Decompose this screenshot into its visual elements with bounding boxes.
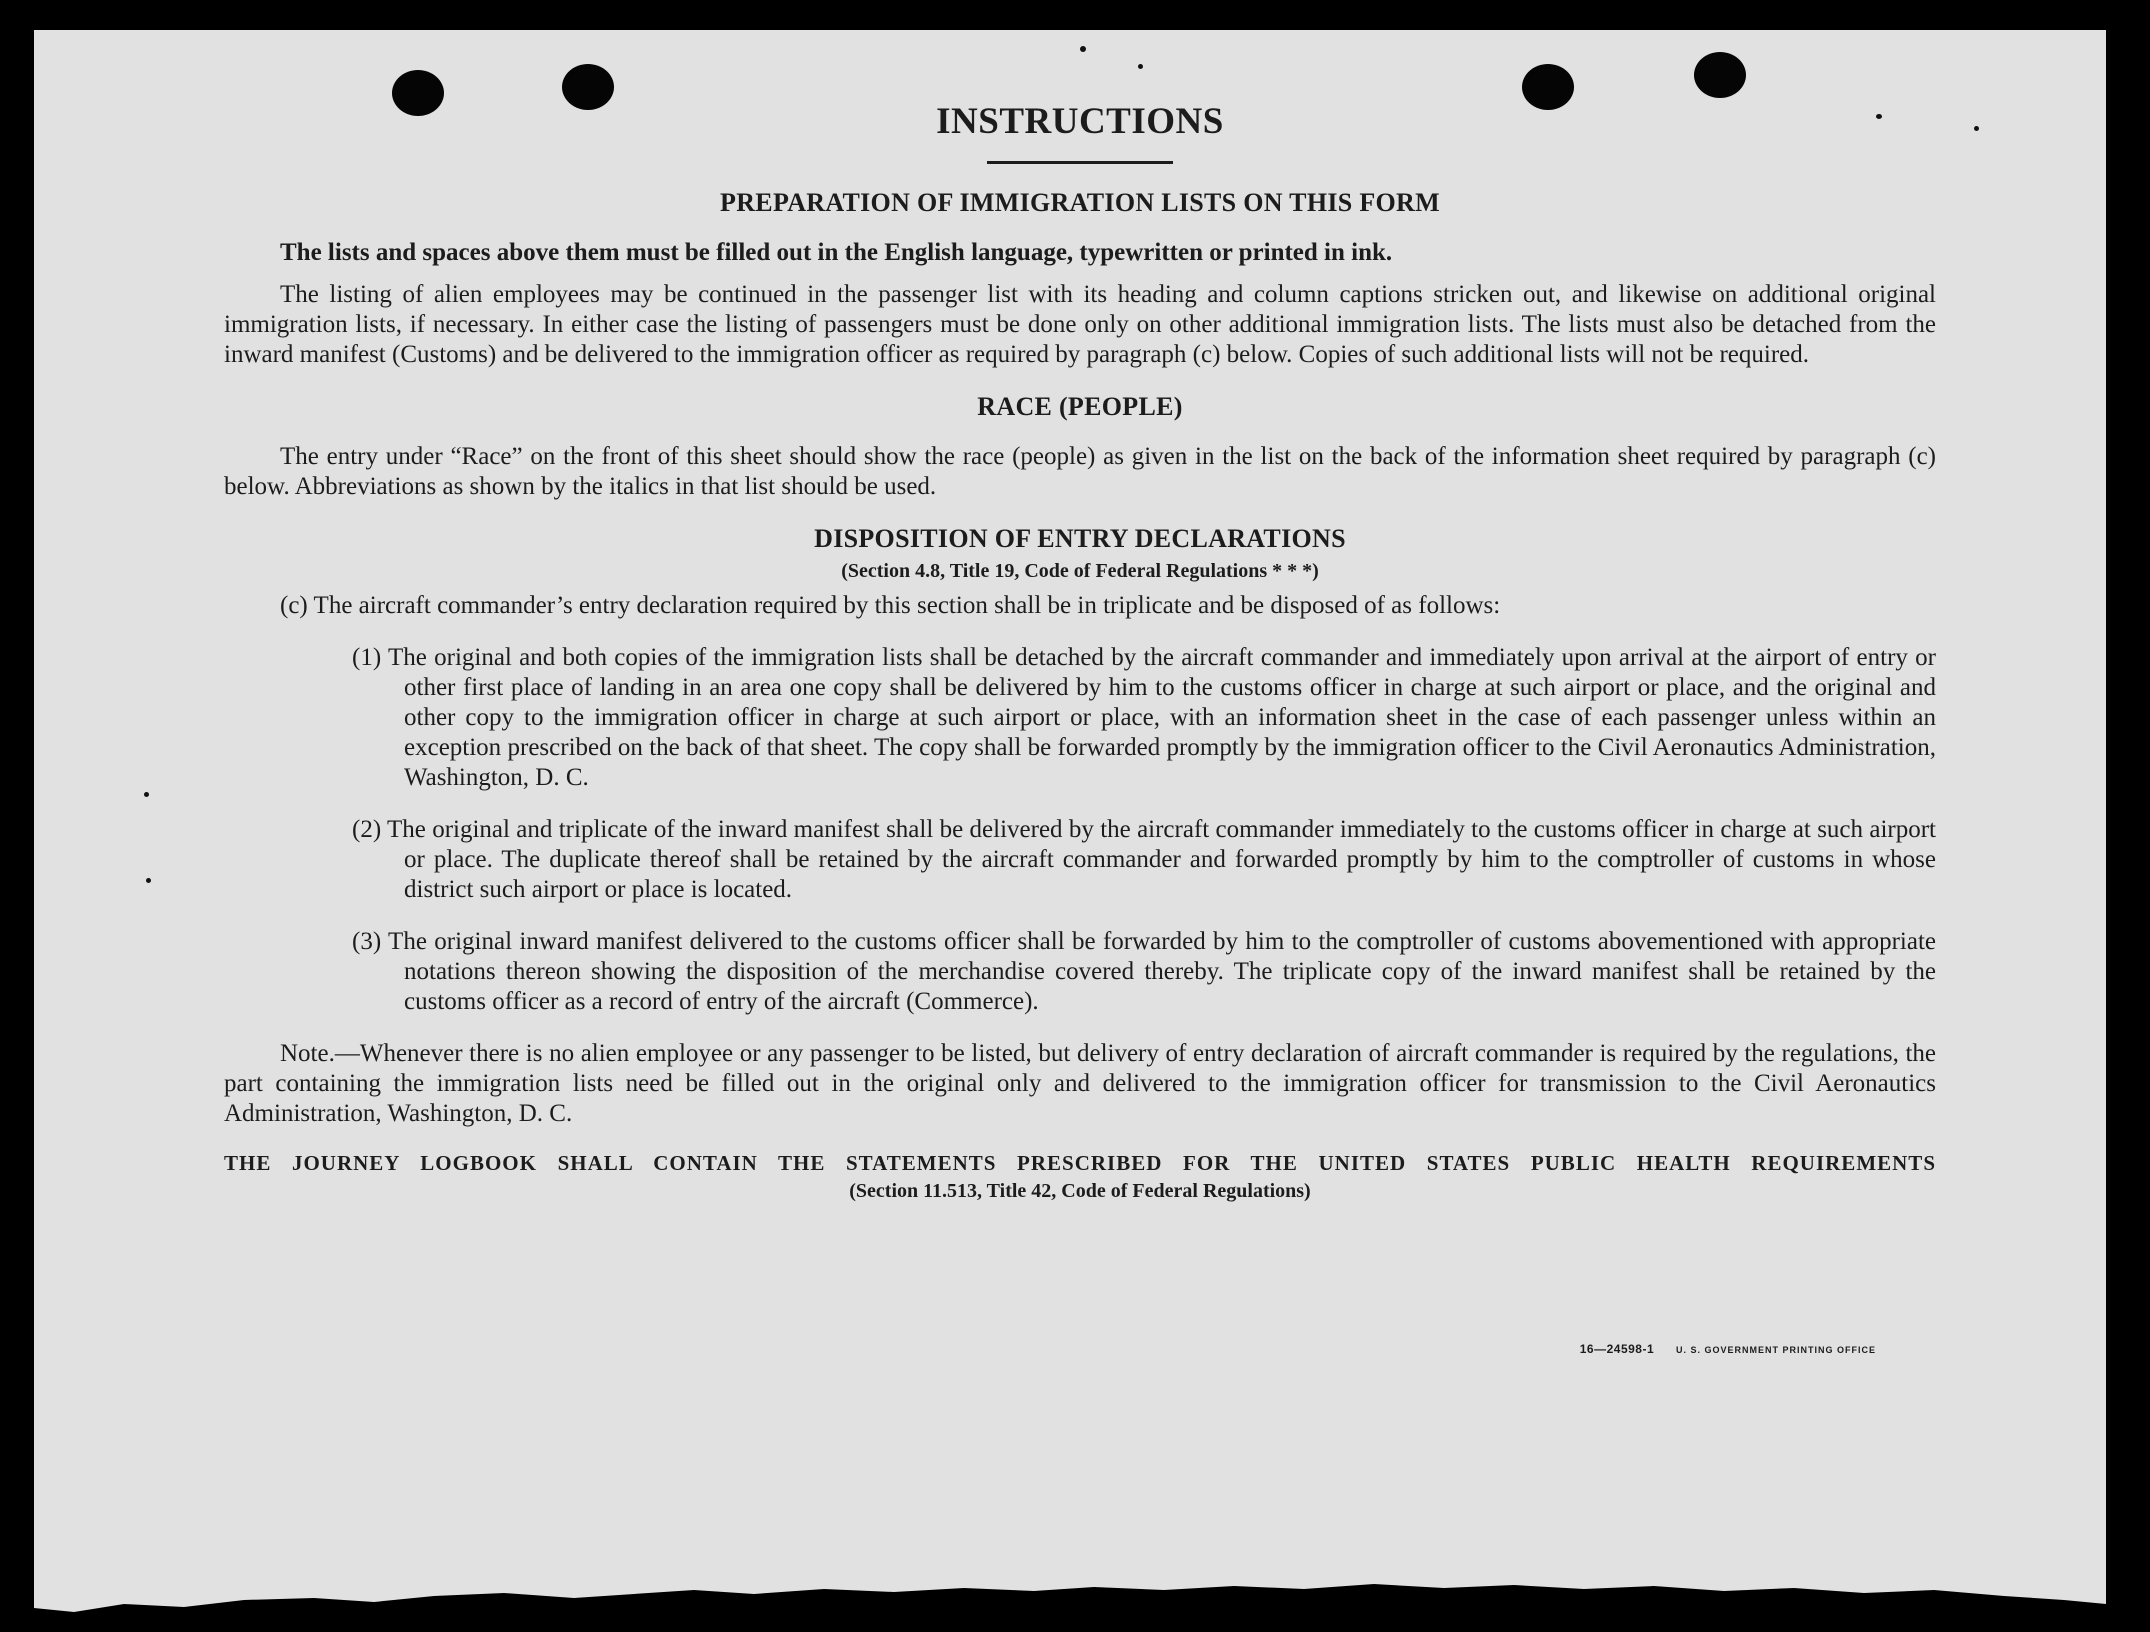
speck [1080, 46, 1086, 52]
race-paragraph: The entry under “Race” on the front of this sheet should show the race (people) as given in the list on the back of the information sheet required by paragraph (c) below. Abbreviations as shown by the italics in that list should be used. [224, 443, 1936, 500]
speck [1974, 126, 1979, 131]
speck [1138, 64, 1143, 69]
disposition-item-2: (2) The original and triplicate of the inward manifest shall be delivered by the aircraft commander immediately to the customs officer in charge at such airport or place. The duplicate thereof shall be retained by the aircraft commander and forwarded promptly by him to the comptroller of customs in whose district such airport or place is located. [352, 816, 1936, 903]
note-paragraph: Note.—Whenever there is no alien employee or any passenger to be listed, but delivery of entry declaration of aircraft commander is required by the regulations, the part containing the immigration lists need be filled out in the original only and delivered to the immigration officer for transmission to the Civil Aeronautics Administration, Washington, D. C. [224, 1040, 1936, 1127]
preparation-heading: PREPARATION OF IMMIGRATION LISTS ON THIS FORM [720, 188, 1440, 217]
instructions-content [224, 100, 1936, 1211]
form-number: 16—24598-1 [1579, 1342, 1655, 1356]
disposition-item-1: (1) The original and both copies of the immigration lists shall be detached by the aircraft commander and immediately upon arrival at the airport of entry or other first place of landing in an area one copy shall be delivered by him to the customs officer in charge at such airport or place, and the original and other copy to the immigration officer in charge at such airport or place, with an information sheet in the case of each passenger unless within an exception prescribed on the back of that sheet. The copy shall be forwarded promptly by the immigration officer to the Civil Aeronautics Administration, Washington, D. C. [352, 644, 1936, 791]
printing-office: U. S. GOVERNMENT PRINTING OFFICE [1675, 1345, 1876, 1355]
race-heading: RACE (PEOPLE) [977, 392, 1183, 421]
page-title: INSTRUCTIONS [936, 101, 1224, 142]
disposition-subheading: (Section 4.8, Title 19, Code of Federal Regulations * * *) [841, 560, 1319, 582]
disposition-item-3: (3) The original inward manifest delivered to the customs officer shall be forwarded by him to the comptroller of customs abovementioned with appropriate notations thereon showing the disposition of the merchandise covered thereby. The triplicate copy of the inward manifest shall be retained by the customs officer as a record of entry of the aircraft (Commerce). [352, 928, 1936, 1015]
speck [144, 792, 149, 797]
disposition-heading: DISPOSITION OF ENTRY DECLARATIONS [814, 524, 1346, 553]
printing-imprint [1580, 1342, 1876, 1356]
punch-hole [1694, 52, 1746, 98]
document-page [34, 30, 2106, 1620]
torn-bottom-edge [34, 1560, 2106, 1620]
health-section-citation: (Section 11.513, Title 42, Code of Federal Regulations) [849, 1180, 1311, 1202]
speck [146, 878, 151, 883]
title-rule [987, 161, 1173, 164]
disposition-intro: (c) The aircraft commander’s entry declaration required by this section shall be in triplicate and be disposed of as follows: [280, 592, 1501, 619]
preparation-paragraph-1: The lists and spaces above them must be filled out in the English language, typewritten or printed in ink. [280, 239, 1393, 266]
health-requirements-line: THE JOURNEY LOGBOOK SHALL CONTAIN THE STATEMENTS PRESCRIBED FOR THE UNITED STATES PUBLIC HEALTH REQUIREMENTS [224, 1151, 1936, 1175]
preparation-paragraph-2: The listing of alien employees may be continued in the passenger list with its heading and column captions stricken out, and likewise on additional original immigration lists, if necessary. In either case the listing of passengers must be done only on other additional immigration lists. The lists must also be detached from the inward manifest (Customs) and be delivered to the immigration officer as required by paragraph (c) below. Copies of such additional lists will not be required. [224, 281, 1936, 368]
